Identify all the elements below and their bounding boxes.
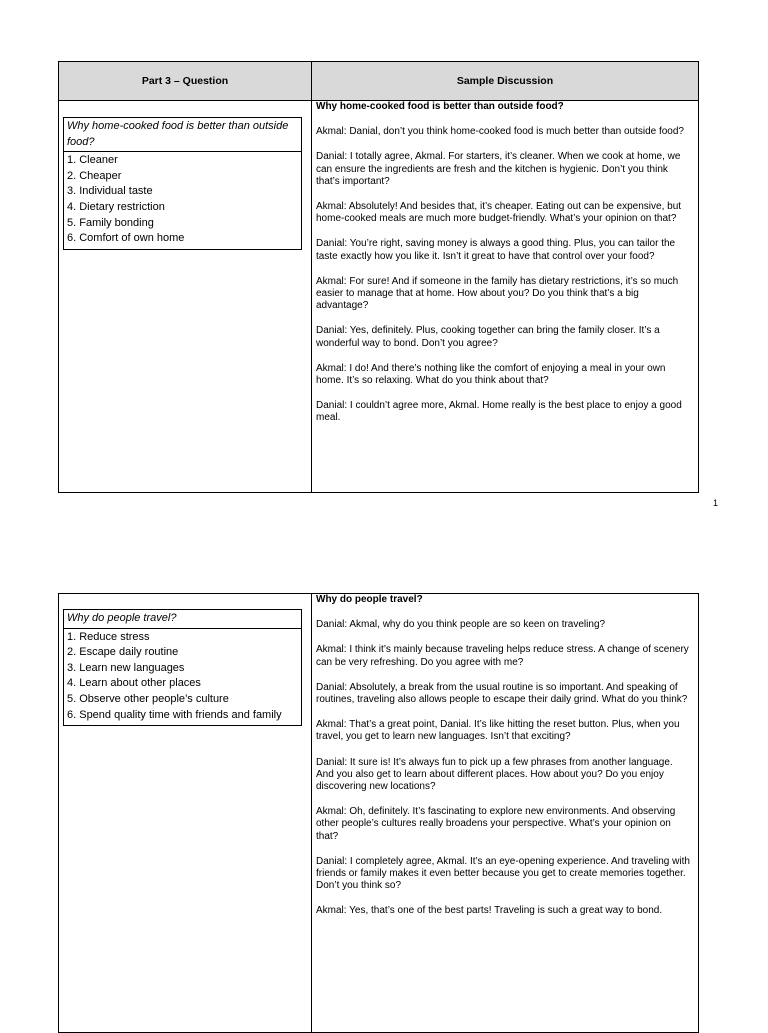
column-divider bbox=[311, 62, 312, 492]
point-item: 1. Reduce stress bbox=[67, 630, 150, 643]
point-item: 2. Escape daily routine bbox=[67, 646, 179, 659]
dialogue-line: Akmal: Danial, don’t you think home-cooked food is much better than outside food? bbox=[316, 126, 684, 138]
dialogue-line: Akmal: That’s a great point, Danial. It’s like hitting the reset button. Plus, when you travel, you get to learn new languages. Isn’t that exciting? bbox=[316, 719, 680, 743]
page-number: 1 bbox=[713, 498, 719, 508]
dialogue-line: Danial: You’re right, saving money is always a good thing. Plus, you can tailor the taste exactly how you like it. Isn’t it great to have that control over your food? bbox=[316, 238, 676, 262]
discussion-column bbox=[316, 594, 692, 931]
discussion-title: Why do people travel? bbox=[316, 594, 423, 605]
dialogue-line: Akmal: For sure! And if someone in the family has dietary restrictions, it’s so much easier to manage that at home. How about you? Do you think that’s a big advantage? bbox=[316, 275, 679, 312]
point-item: 2. Cheaper bbox=[67, 169, 122, 182]
header-sample-discussion: Sample Discussion bbox=[456, 75, 554, 87]
point-item: 3. Individual taste bbox=[67, 185, 153, 198]
dialogue-line: Danial: Yes, definitely. Plus, cooking together can bring the family closer. It’s a wonderful way to bond. Don’t you agree? bbox=[316, 325, 660, 349]
discussion-title: Why home-cooked food is better than outside food? bbox=[316, 101, 564, 112]
column-divider bbox=[311, 594, 312, 1032]
table-header-row bbox=[59, 62, 698, 101]
point-item: 6. Spend quality time with friends and family bbox=[67, 708, 282, 721]
dialogue-line: Danial: I totally agree, Akmal. For starters, it’s cleaner. When we cook at home, we can ensure the ingredients are fresh and the kitchen is hygienic. Don’t you think that’s important? bbox=[316, 151, 681, 187]
point-item: 3. Learn new languages bbox=[67, 661, 185, 674]
point-item: 5. Observe other people’s culture bbox=[67, 692, 229, 705]
question-text: Why home-cooked food is better than outside food? bbox=[64, 118, 301, 152]
dialogue-line: Danial: I couldn’t agree more, Akmal. Home really is the best place to enjoy a good meal. bbox=[316, 400, 682, 424]
dialogue-line: Danial: I completely agree, Akmal. It’s an eye-opening experience. And traveling with friends or family makes it even better because you get to create memories together. Don’t you think so? bbox=[316, 855, 690, 892]
points-list bbox=[64, 152, 301, 249]
point-item: 4. Learn about other places bbox=[67, 677, 201, 690]
dialogue-line: Akmal: Absolutely! And besides that, it’s cheaper. Eating out can be expensive, but home-cooked meals are much more budget-friendly. What’s your opinion on that? bbox=[316, 201, 682, 225]
discussion-table-travel bbox=[58, 593, 699, 1033]
question-text: Why do people travel? bbox=[64, 610, 301, 629]
dialogue-line: Akmal: I think it’s mainly because traveling helps reduce stress. A change of scenery can be very refreshing. Do you agree with me? bbox=[316, 644, 689, 668]
point-item: 4. Dietary restriction bbox=[67, 200, 165, 213]
dialogue-line: Danial: It sure is! It’s always fun to pick up a few phrases from another language. And you also get to learn about different places. How about you? Do you enjoy discovering new locations? bbox=[316, 756, 673, 793]
discussion-table-home-cooked-food bbox=[58, 61, 699, 493]
dialogue-line: Akmal: I do! And there’s nothing like the comfort of enjoying a meal in your own home. It’s so relaxing. What do you think about that? bbox=[316, 362, 666, 387]
point-item: 6. Comfort of own home bbox=[67, 232, 185, 245]
dialogue-line: Akmal: Yes, that’s one of the best parts! Traveling is such a great way to bond. bbox=[316, 905, 663, 917]
dialogue-line: Akmal: Oh, definitely. It’s fascinating to explore new environments. And observing other people’s cultures really broadens your perspective. What’s your opinion on that? bbox=[316, 806, 676, 842]
dialogue-line: Danial: Absolutely, a break from the usual routine is so important. And speaking of routines, traveling also allows people to escape their daily grind. What do you think? bbox=[316, 681, 688, 706]
question-box bbox=[63, 117, 302, 250]
points-list bbox=[64, 629, 301, 726]
point-item: 1. Cleaner bbox=[67, 154, 118, 167]
question-box bbox=[63, 609, 302, 726]
header-part3-question: Part 3 – Question bbox=[141, 75, 229, 87]
discussion-column bbox=[316, 101, 692, 438]
point-item: 5. Family bonding bbox=[67, 216, 154, 229]
dialogue-line: Danial: Akmal, why do you think people are so keen on traveling? bbox=[316, 619, 606, 631]
